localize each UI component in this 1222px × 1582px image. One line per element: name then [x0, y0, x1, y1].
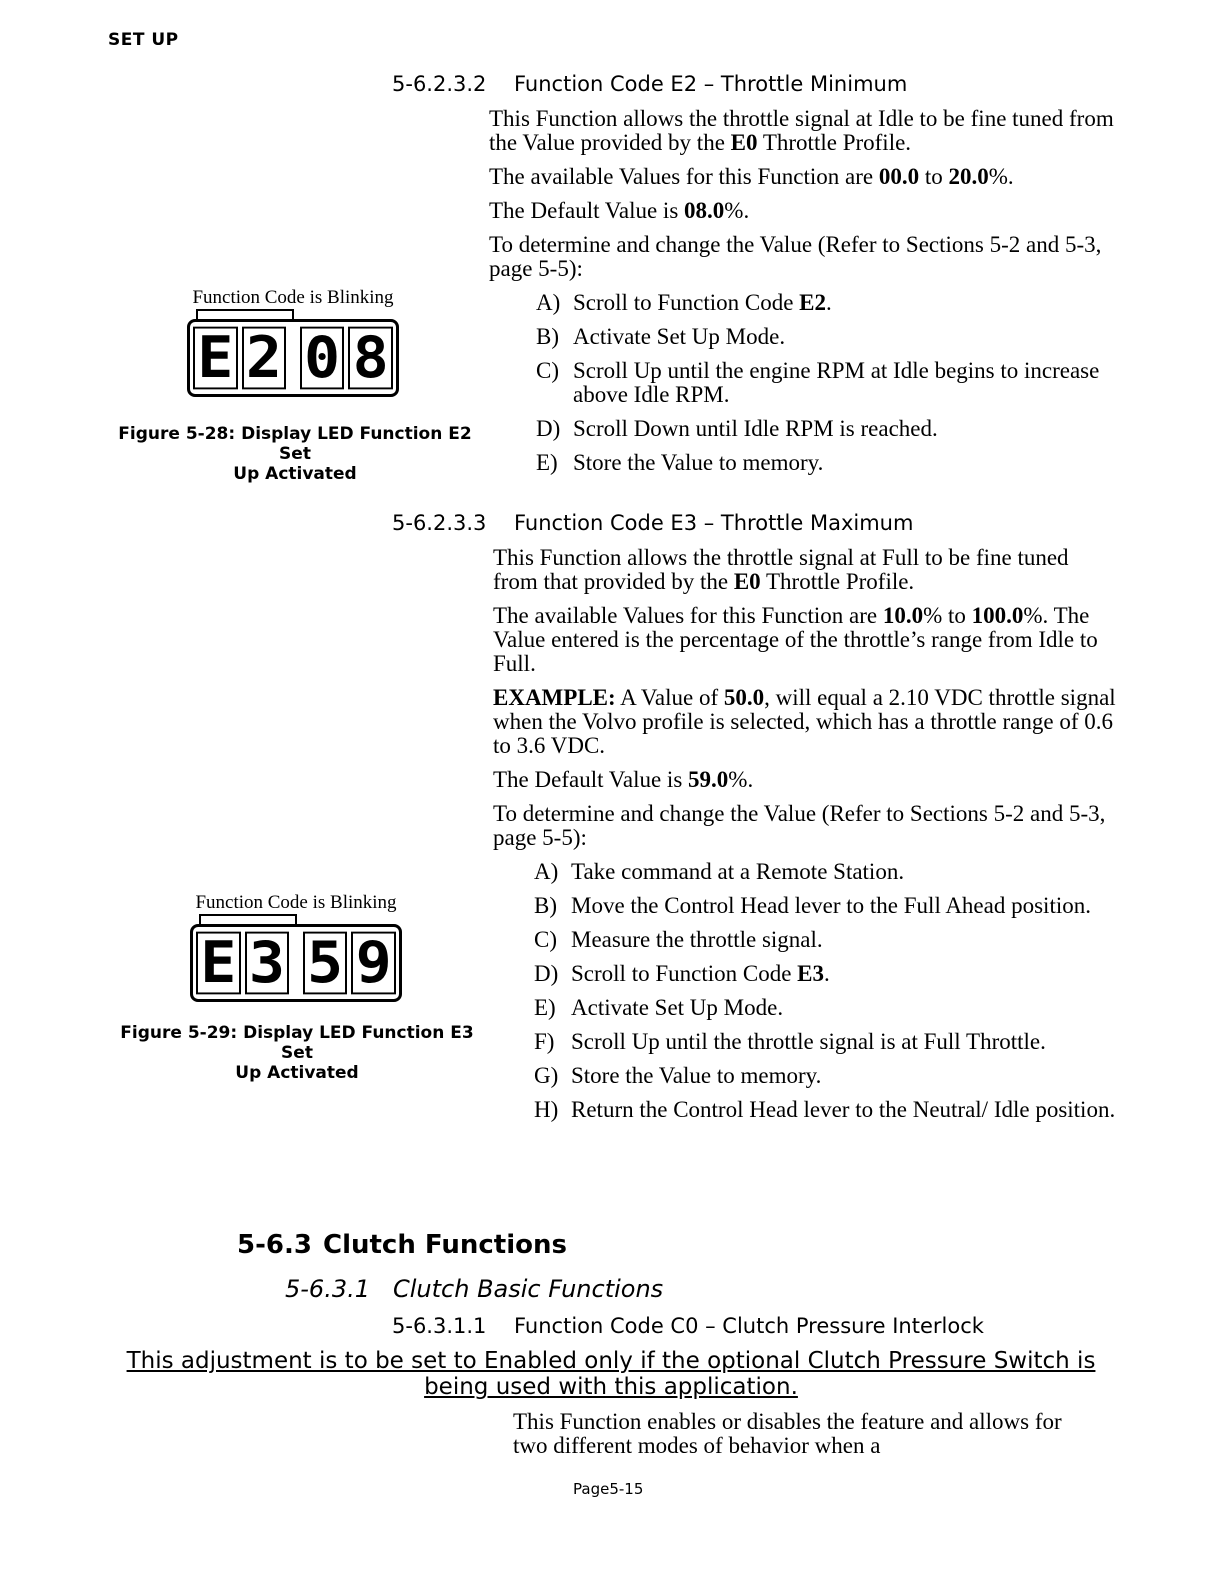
e3-body [493, 546, 1119, 1132]
subsection-heading: 5-6.3.1 Clutch Basic Functions [285, 1275, 664, 1303]
e3-step: D) Scroll to Function Code E3. [534, 961, 830, 986]
e2-body [489, 107, 1119, 485]
e3-step: F) Scroll Up until the throttle signal is at Full Throttle. [534, 1029, 1046, 1054]
c0-heading: 5-6.3.1.1 Function Code C0 – Clutch Pressure Interlock [392, 1314, 984, 1338]
e2-heading-number: 5-6.2.3.2 [392, 72, 487, 96]
page-header: SET UP [108, 30, 179, 50]
page-number: Page5-15 [573, 1480, 644, 1498]
e3-step: C) Measure the throttle signal. [534, 927, 823, 952]
led-display [187, 319, 399, 397]
led-digit: 0 [300, 327, 345, 390]
figure-28-caption: Figure 5-28: Display LED Function E2 Set Up Activated [118, 424, 472, 484]
section-heading: 5-6.3 Clutch Functions [237, 1230, 567, 1260]
led-display [190, 924, 402, 1002]
led-digit: 8 [348, 327, 393, 390]
led-digit: 3 [245, 932, 290, 995]
blink-bracket [199, 914, 297, 924]
e3-paragraph-3: The Default Value is 59.0%. [493, 767, 754, 792]
figure-5-28 [178, 287, 418, 397]
e2-heading-text: Function Code E2 – Throttle Minimum [514, 72, 908, 96]
blink-bracket [196, 309, 294, 319]
c0-body: This Function enables or disables the feature and allows for two different modes of behavior when a [513, 1409, 1062, 1458]
e3-step: B) Move the Control Head lever to the Full Ahead position. [534, 893, 1091, 918]
e2-paragraph-3: The Default Value is 08.0%. [489, 198, 750, 223]
led-digit: E [196, 932, 241, 995]
e3-paragraph-4: To determine and change the Value (Refer to Sections 5-2 and 5-3, page 5-5): [493, 801, 1106, 850]
e2-step: D) Scroll Down until Idle RPM is reached. [536, 416, 938, 441]
led-digit: E [193, 327, 238, 390]
figure-28-blink-label: Function Code is Blinking [192, 287, 394, 308]
figure-29-caption: Figure 5-29: Display LED Function E3 Set Up Activated [120, 1023, 474, 1083]
e3-heading [392, 511, 913, 535]
e3-step: H) Return the Control Head lever to the Neutral/ Idle position. [534, 1097, 1116, 1122]
e3-heading-number: 5-6.2.3.3 [392, 511, 487, 535]
clutch-note: This adjustment is to be set to Enabled only if the optional Clutch Pressure Switch is being used with this application. [126, 1348, 1096, 1400]
e2-step: B) Activate Set Up Mode. [536, 324, 786, 349]
e2-paragraph-2: The available Values for this Function are 00.0 to 20.0%. [489, 164, 1014, 189]
e3-step: E) Activate Set Up Mode. [534, 995, 784, 1020]
e2-step: A) Scroll to Function Code E2. [536, 290, 832, 315]
led-digit: 5 [303, 932, 348, 995]
figure-5-29 [181, 892, 421, 1002]
figure-29-blink-label: Function Code is Blinking [195, 892, 397, 913]
led-digit: 9 [351, 932, 396, 995]
e3-step: G) Store the Value to memory. [534, 1063, 822, 1088]
e2-paragraph-4: To determine and change the Value (Refer to Sections 5-2 and 5-3, page 5-5): [489, 232, 1102, 281]
e3-steps-list [534, 860, 1119, 1122]
e3-example: EXAMPLE: A Value of 50.0, will equal a 2.10 VDC throttle signal when the Volvo profile is selected, which has a throttle range of 0.6 to 3.6 VDC. [493, 685, 1116, 758]
e3-paragraph-1: This Function allows the throttle signal at Full to be fine tuned from that provided by the E0 Throttle Profile. [493, 545, 1069, 594]
e3-heading-text: Function Code E3 – Throttle Maximum [514, 511, 914, 535]
e2-step: E) Store the Value to memory. [536, 450, 824, 475]
e2-step: C) Scroll Up until the engine RPM at Idle begins to increase above Idle RPM. [536, 358, 1100, 407]
e2-paragraph-1: This Function allows the throttle signal at Idle to be fine tuned from the Value provided by the E0 Throttle Profile. [489, 106, 1114, 155]
led-digit: 2 [242, 327, 287, 390]
e3-paragraph-2: The available Values for this Function are 10.0% to 100.0%. The Value entered is the percentage of the throttle’s range from Idle to Full. [493, 603, 1098, 676]
e2-steps-list [536, 291, 1119, 475]
e2-heading [392, 72, 907, 96]
e3-step: A) Take command at a Remote Station. [534, 859, 905, 884]
